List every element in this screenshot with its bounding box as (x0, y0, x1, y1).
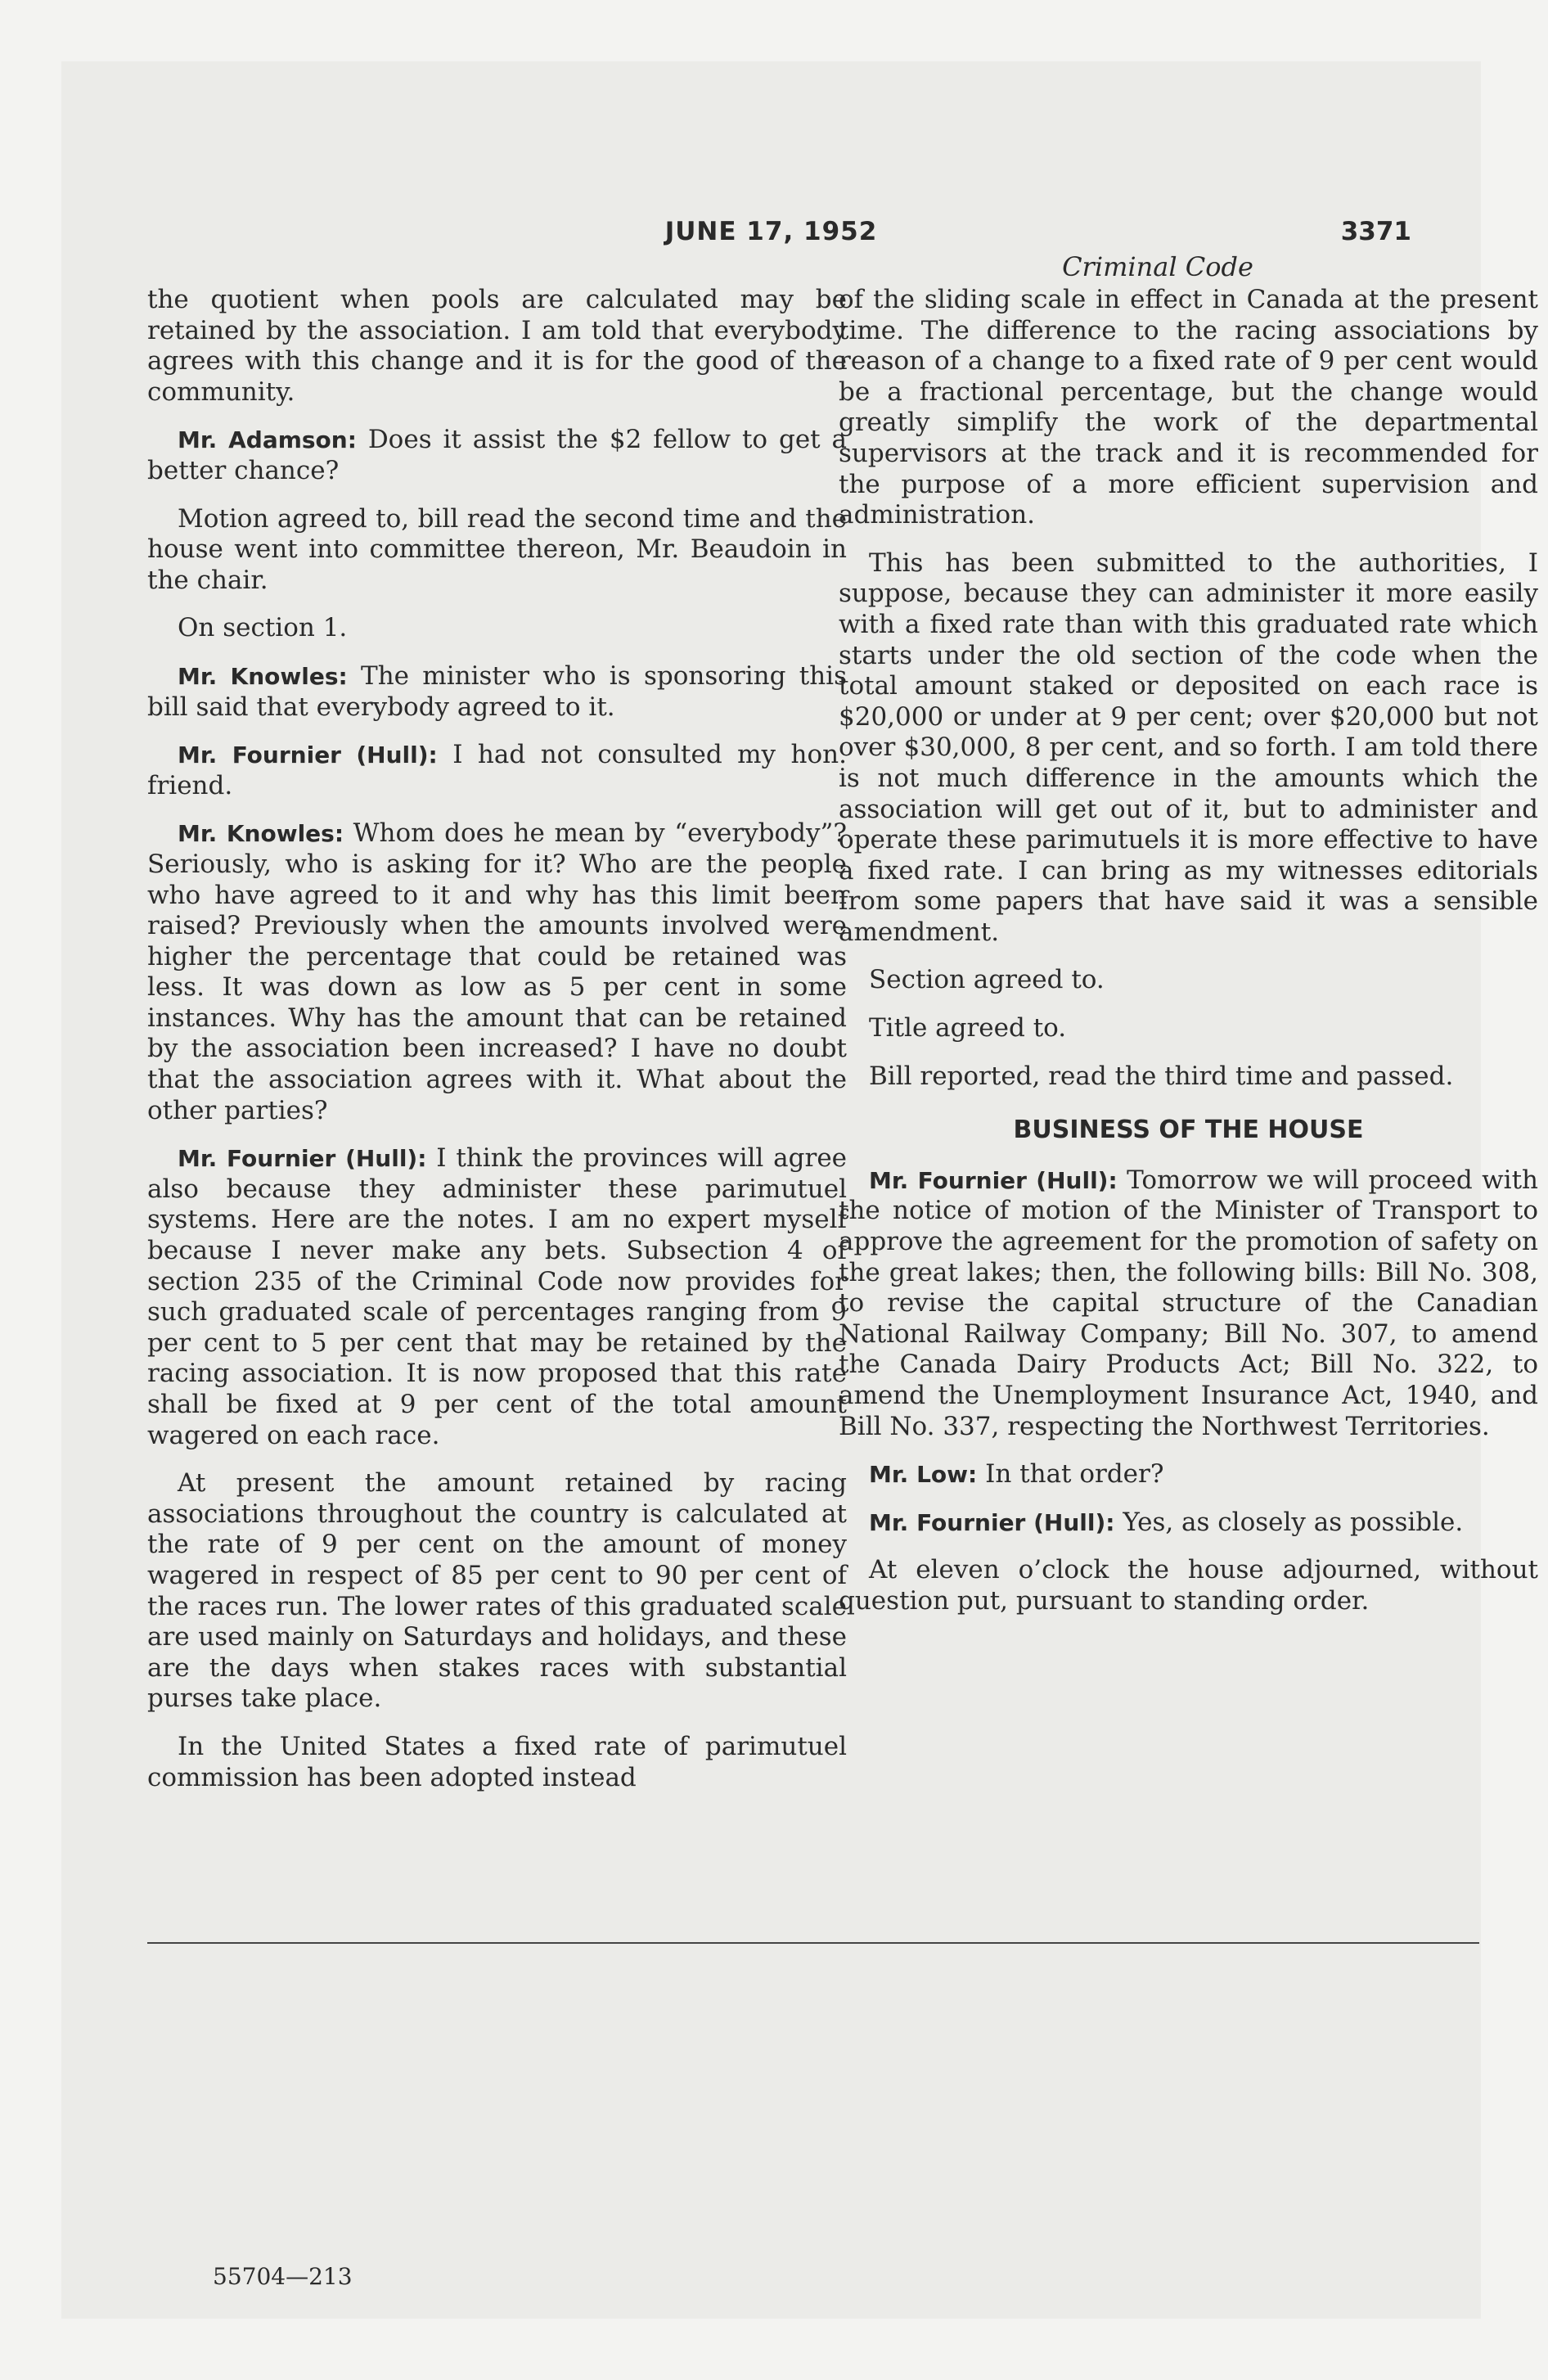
paragraph-text: At eleven o’clock the house adjourned, without question put, pursuant to standing order. (839, 1555, 1538, 1616)
paragraph-text: In that order? (985, 1459, 1164, 1490)
paragraph (839, 1013, 1538, 1044)
footer-code: 55704—213 (213, 2263, 353, 2290)
paragraph-text: Tomorrow we will proceed with the notice of motion of the Minister of Transport to approve the agreement for the promotion of safety on the great lakes; then, the following bills: Bill No. 308, to revise the capital structure of the Canadian National Railway Company; Bill No. 307, to amend the Canada Dairy Products Act; Bill No. 322, to amend the Unemployment Insurance Act, 1940, and Bill No. 337, respecting the Northwest Territories. (839, 1165, 1539, 1441)
subject-heading: Criminal Code (1062, 251, 1253, 282)
speaker-name: Mr. Fournier (Hull): (178, 741, 438, 769)
paragraph (147, 613, 847, 644)
paragraph (839, 965, 1538, 996)
speech-paragraph (147, 1143, 847, 1451)
left-column (147, 285, 847, 1810)
paragraph-text: Section agreed to. (869, 965, 1105, 995)
paragraph (147, 1732, 847, 1793)
right-column (839, 285, 1538, 1634)
paragraph-text: On section 1. (178, 613, 348, 643)
paragraph (147, 504, 847, 597)
paragraph-text: the quotient when pools are calculated may be retained by the association. I am told that everybody agrees with this change and it is for the good of the community. (147, 285, 847, 407)
paragraph (147, 1468, 847, 1715)
speech-paragraph (839, 1459, 1538, 1490)
speaker-name: Mr. Knowles: (178, 662, 348, 690)
paragraph-text: Yes, as closely as possible. (1123, 1507, 1464, 1537)
page (61, 61, 1539, 2319)
paragraph-text: At present the amount retained by racing associations throughout the country is calculated at the rate of 9 per cent on the amount of money wagered in respect of 85 per cent to 90 per cent of the races run. The lower rates of this graduated scale are used mainly on Saturdays and holidays, and these are the days when stakes races with substantial purses take place. (147, 1468, 847, 1714)
paragraph-text: The minister who is sponsoring this bill said that everybody agreed to it. (147, 660, 847, 722)
paragraph-text: I had not consulted my hon. friend. (147, 740, 847, 800)
paragraph-text: Motion agreed to, bill read the second time and the house went into committee thereon, Mr. Beaudoin in the chair. (147, 503, 847, 595)
paragraph (839, 1062, 1538, 1093)
paragraph-text: Bill reported, read the third time and passed. (869, 1061, 1454, 1091)
speaker-name: Mr. Adamson: (178, 426, 357, 454)
speaker-name: Mr. Fournier (Hull): (178, 1145, 427, 1173)
speech-paragraph (839, 1165, 1538, 1442)
paragraph (839, 1555, 1538, 1616)
speaker-name: Mr. Knowles: (178, 820, 344, 848)
speaker-name: Mr. Fournier (Hull): (869, 1508, 1115, 1536)
paragraph-text: I think the provinces will agree also because they administer these parimutuel systems. Here are the notes. I am no expert myself because I never make any bets. Subsection 4 of section 235 of the Criminal Code now provides for such graduated scale of percentages ranging from 9 per cent to 5 per cent that may be retained by the racing association. It is now proposed that this rate shall be fixed at 9 per cent of the total amount wagered on each race. (147, 1143, 848, 1450)
footer-rule (147, 1942, 1479, 1944)
speaker-name: Mr. Fournier (Hull): (869, 1166, 1118, 1194)
speech-paragraph (147, 818, 847, 1126)
speaker-name: Mr. Low: (869, 1461, 978, 1489)
paragraph (147, 285, 847, 408)
paragraph-text: Whom does he mean by “everybody”? Seriously, who is asking for it? Who are the people who have agreed to it and why has this limit been raised? Previously when the amounts involved were higher the percentage that could be retained was less. It was down as low as 5 per cent in some instances. Why has the amount that can be retained by the association been increased? I have no doubt that the association agrees with it. What about the other parties? (147, 818, 848, 1125)
speech-paragraph (147, 661, 847, 723)
paragraph-text: Does it assist the $2 fellow to get a better chance? (147, 425, 847, 485)
paragraph (839, 285, 1538, 531)
page-number: 3371 (1340, 217, 1411, 246)
paragraph-text: of the sliding scale in effect in Canada at the present time. The difference to the racing associations by reason of a change to a fixed rate of 9 per cent would be a fractional percentage, but the change would greatly simplify the work of the departmental supervisors at the track and it is recommended for the purpose of a more efficient supervision and administration. (839, 285, 1538, 530)
paragraph-text: In the United States a fixed rate of parimutuel commission has been adopted instead (147, 1731, 847, 1792)
paragraph (839, 548, 1538, 949)
section-heading: BUSINESS OF THE HOUSE (1013, 1116, 1364, 1145)
speech-paragraph (839, 1508, 1538, 1539)
speech-paragraph (147, 740, 847, 801)
paragraph-text: Title agreed to. (869, 1013, 1067, 1044)
page-date: JUNE 17, 1952 (664, 217, 878, 246)
paragraph-text: This has been submitted to the authorities, I suppose, because they can administer it more easily with a fixed rate than with this graduated rate which starts under the old section of the code when the total amount staked or deposited on each race is $20,000 or under at 9 per cent; over $20,000 but not over $30,000, 8 per cent, and so forth. I am told there is not much difference in the amounts which the association will get out of it, but to administer and operate these parimutuels it is more effective to have a fixed rate. I can bring as my witnesses editorials from some papers that have said it was a sensible amendment. (839, 548, 1538, 947)
speech-paragraph (147, 425, 847, 486)
